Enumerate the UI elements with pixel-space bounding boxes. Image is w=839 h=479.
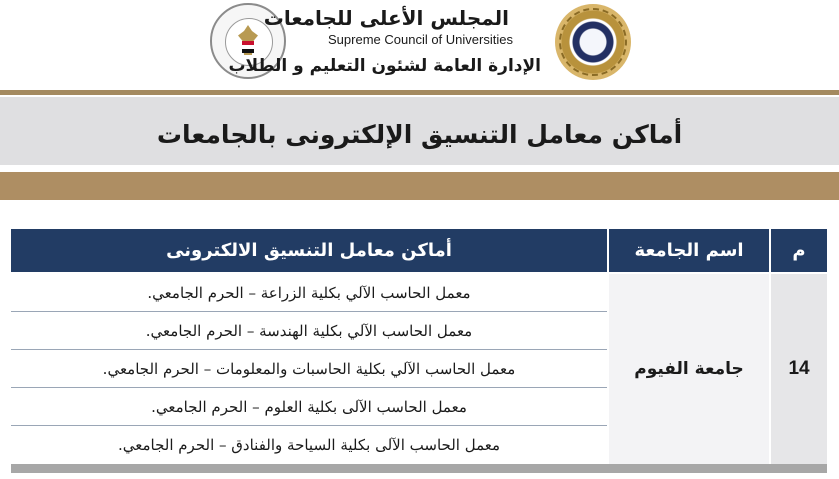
table-bottom-bar	[11, 464, 827, 473]
location-item: معمل الحاسب الآلي بكلية الهندسة – الحرم الجامعي.	[11, 312, 607, 350]
labs-table	[11, 229, 827, 479]
header-locations: أماكن معامل التنسيق الالكترونى	[11, 229, 607, 272]
locations-list	[11, 274, 607, 464]
header-university: اسم الجامعة	[609, 229, 769, 272]
location-item: معمل الحاسب الآلي بكلية الحاسبات والمعلومات – الحرم الجامعي.	[11, 350, 607, 388]
department-name: الإدارة العامة لشئون التعليم و الطلاب	[228, 56, 541, 76]
location-item: معمل الحاسب الآلى بكلية العلوم – الحرم الجامعي.	[11, 388, 607, 426]
header-number: م	[771, 229, 827, 272]
row-number: 14	[771, 274, 827, 464]
council-seal-icon	[555, 4, 631, 80]
gold-band	[0, 172, 839, 200]
location-item: معمل الحاسب الآلى بكلية السياحة والفنادق – الحرم الجامعي.	[117, 436, 501, 454]
council-name-arabic: المجلس الأعلى للجامعات	[263, 6, 509, 30]
title-band	[0, 97, 839, 165]
location-item: معمل الحاسب الآلي بكلية الزراعة – الحرم الجامعي.	[11, 274, 607, 312]
header-divider	[0, 90, 839, 95]
university-name: جامعة الفيوم	[609, 274, 769, 464]
council-name-english: Supreme Council of Universities	[328, 32, 513, 47]
page-title: أماكن معامل التنسيق الإلكترونى بالجامعات	[156, 119, 683, 149]
